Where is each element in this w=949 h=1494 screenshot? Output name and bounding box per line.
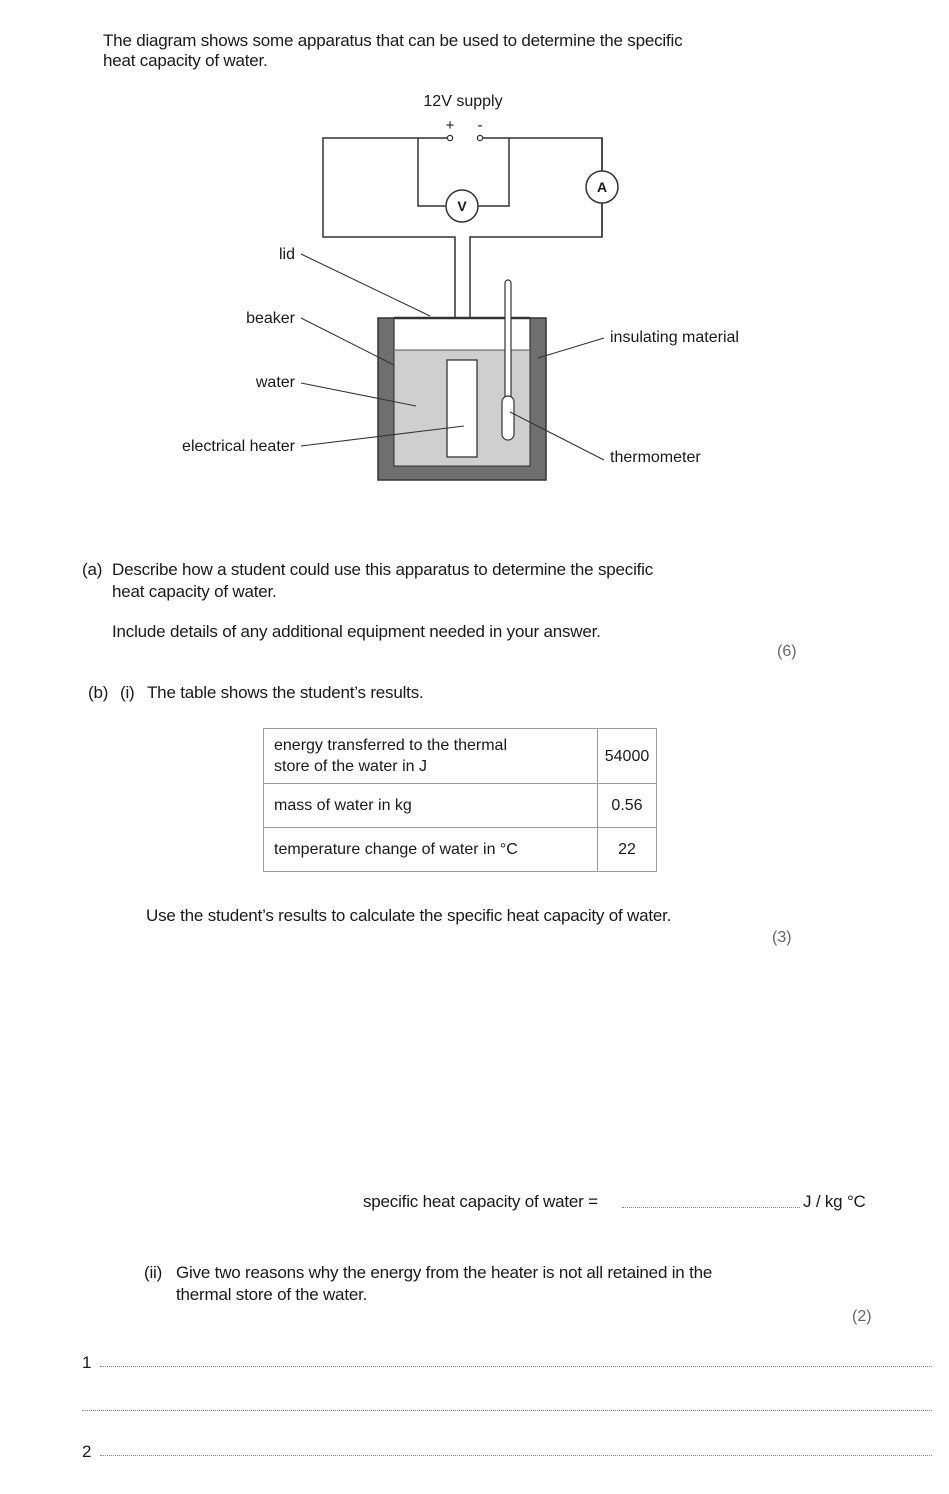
voltmeter-label: V: [457, 198, 467, 214]
label-insulation: insulating material: [610, 329, 739, 346]
label-water: water: [255, 374, 295, 391]
energy-label-line-1: energy transferred to the thermal: [274, 737, 508, 754]
part-b-ii-line-2: thermal store of the water.: [176, 1285, 368, 1304]
label-thermometer: thermometer: [610, 449, 701, 466]
answer-line-1[interactable]: [100, 1366, 932, 1367]
table-row: [264, 729, 657, 784]
part-a-line-2: heat capacity of water.: [112, 582, 277, 601]
part-b-label: (b): [88, 683, 109, 702]
part-a-line-3: Include details of any additional equipment needed in your answer.: [112, 622, 601, 641]
ammeter-label: A: [596, 179, 608, 195]
part-b-ii-line-1: Give two reasons why the energy from the heater is not all retained in the: [176, 1263, 713, 1282]
calculation-instruction: Use the student’s results to calculate the specific heat capacity of water.: [146, 906, 672, 925]
part-b-ii-label: (ii): [144, 1263, 163, 1282]
intro-line-2: heat capacity of water.: [103, 51, 268, 70]
label-heater: electrical heater: [182, 438, 295, 455]
energy-value: 54000: [598, 729, 657, 784]
table-row: [264, 828, 657, 872]
mass-label: mass of water in kg: [264, 784, 598, 828]
electrical-heater: [447, 360, 477, 457]
table-row: [264, 784, 657, 828]
apparatus-diagram: [0, 0, 949, 520]
answer-line-2[interactable]: [100, 1455, 932, 1456]
temperature-value: 22: [598, 828, 657, 872]
negative-terminal: [477, 135, 482, 140]
part-b-ii-marks: (2): [852, 1308, 872, 1325]
thermometer-bulb: [502, 396, 514, 440]
part-a-marks: (6): [777, 643, 797, 660]
part-a-label: (a): [82, 560, 103, 579]
table-cell-quantity: [264, 729, 598, 784]
label-beaker: beaker: [246, 310, 295, 327]
answer-number-1: 1: [82, 1353, 92, 1372]
supply-label: 12V supply: [423, 93, 503, 110]
answer-line-1b[interactable]: [82, 1410, 932, 1411]
results-table: [263, 728, 657, 872]
minus-sign: -: [477, 117, 483, 134]
part-b-i-marks: (3): [772, 929, 792, 946]
label-lid: lid: [278, 246, 295, 263]
thermometer-stem: [505, 280, 511, 400]
mass-value: 0.56: [598, 784, 657, 828]
answer-line[interactable]: [622, 1207, 800, 1208]
energy-label-line-2: store of the water in J: [274, 758, 427, 775]
positive-terminal: [447, 135, 452, 140]
answer-label: specific heat capacity of water =: [363, 1192, 598, 1211]
plus-sign: +: [445, 117, 455, 134]
part-b-intro: The table shows the student’s results.: [147, 683, 424, 702]
answer-number-2: 2: [82, 1442, 92, 1461]
answer-unit: J / kg °C: [803, 1192, 866, 1211]
temperature-label: temperature change of water in °C: [264, 828, 598, 872]
part-b-i-label: (i): [120, 683, 135, 702]
part-a-line-1: Describe how a student could use this apparatus to determine the specific: [112, 560, 654, 579]
intro-line-1: The diagram shows some apparatus that can be used to determine the specific: [103, 31, 683, 50]
